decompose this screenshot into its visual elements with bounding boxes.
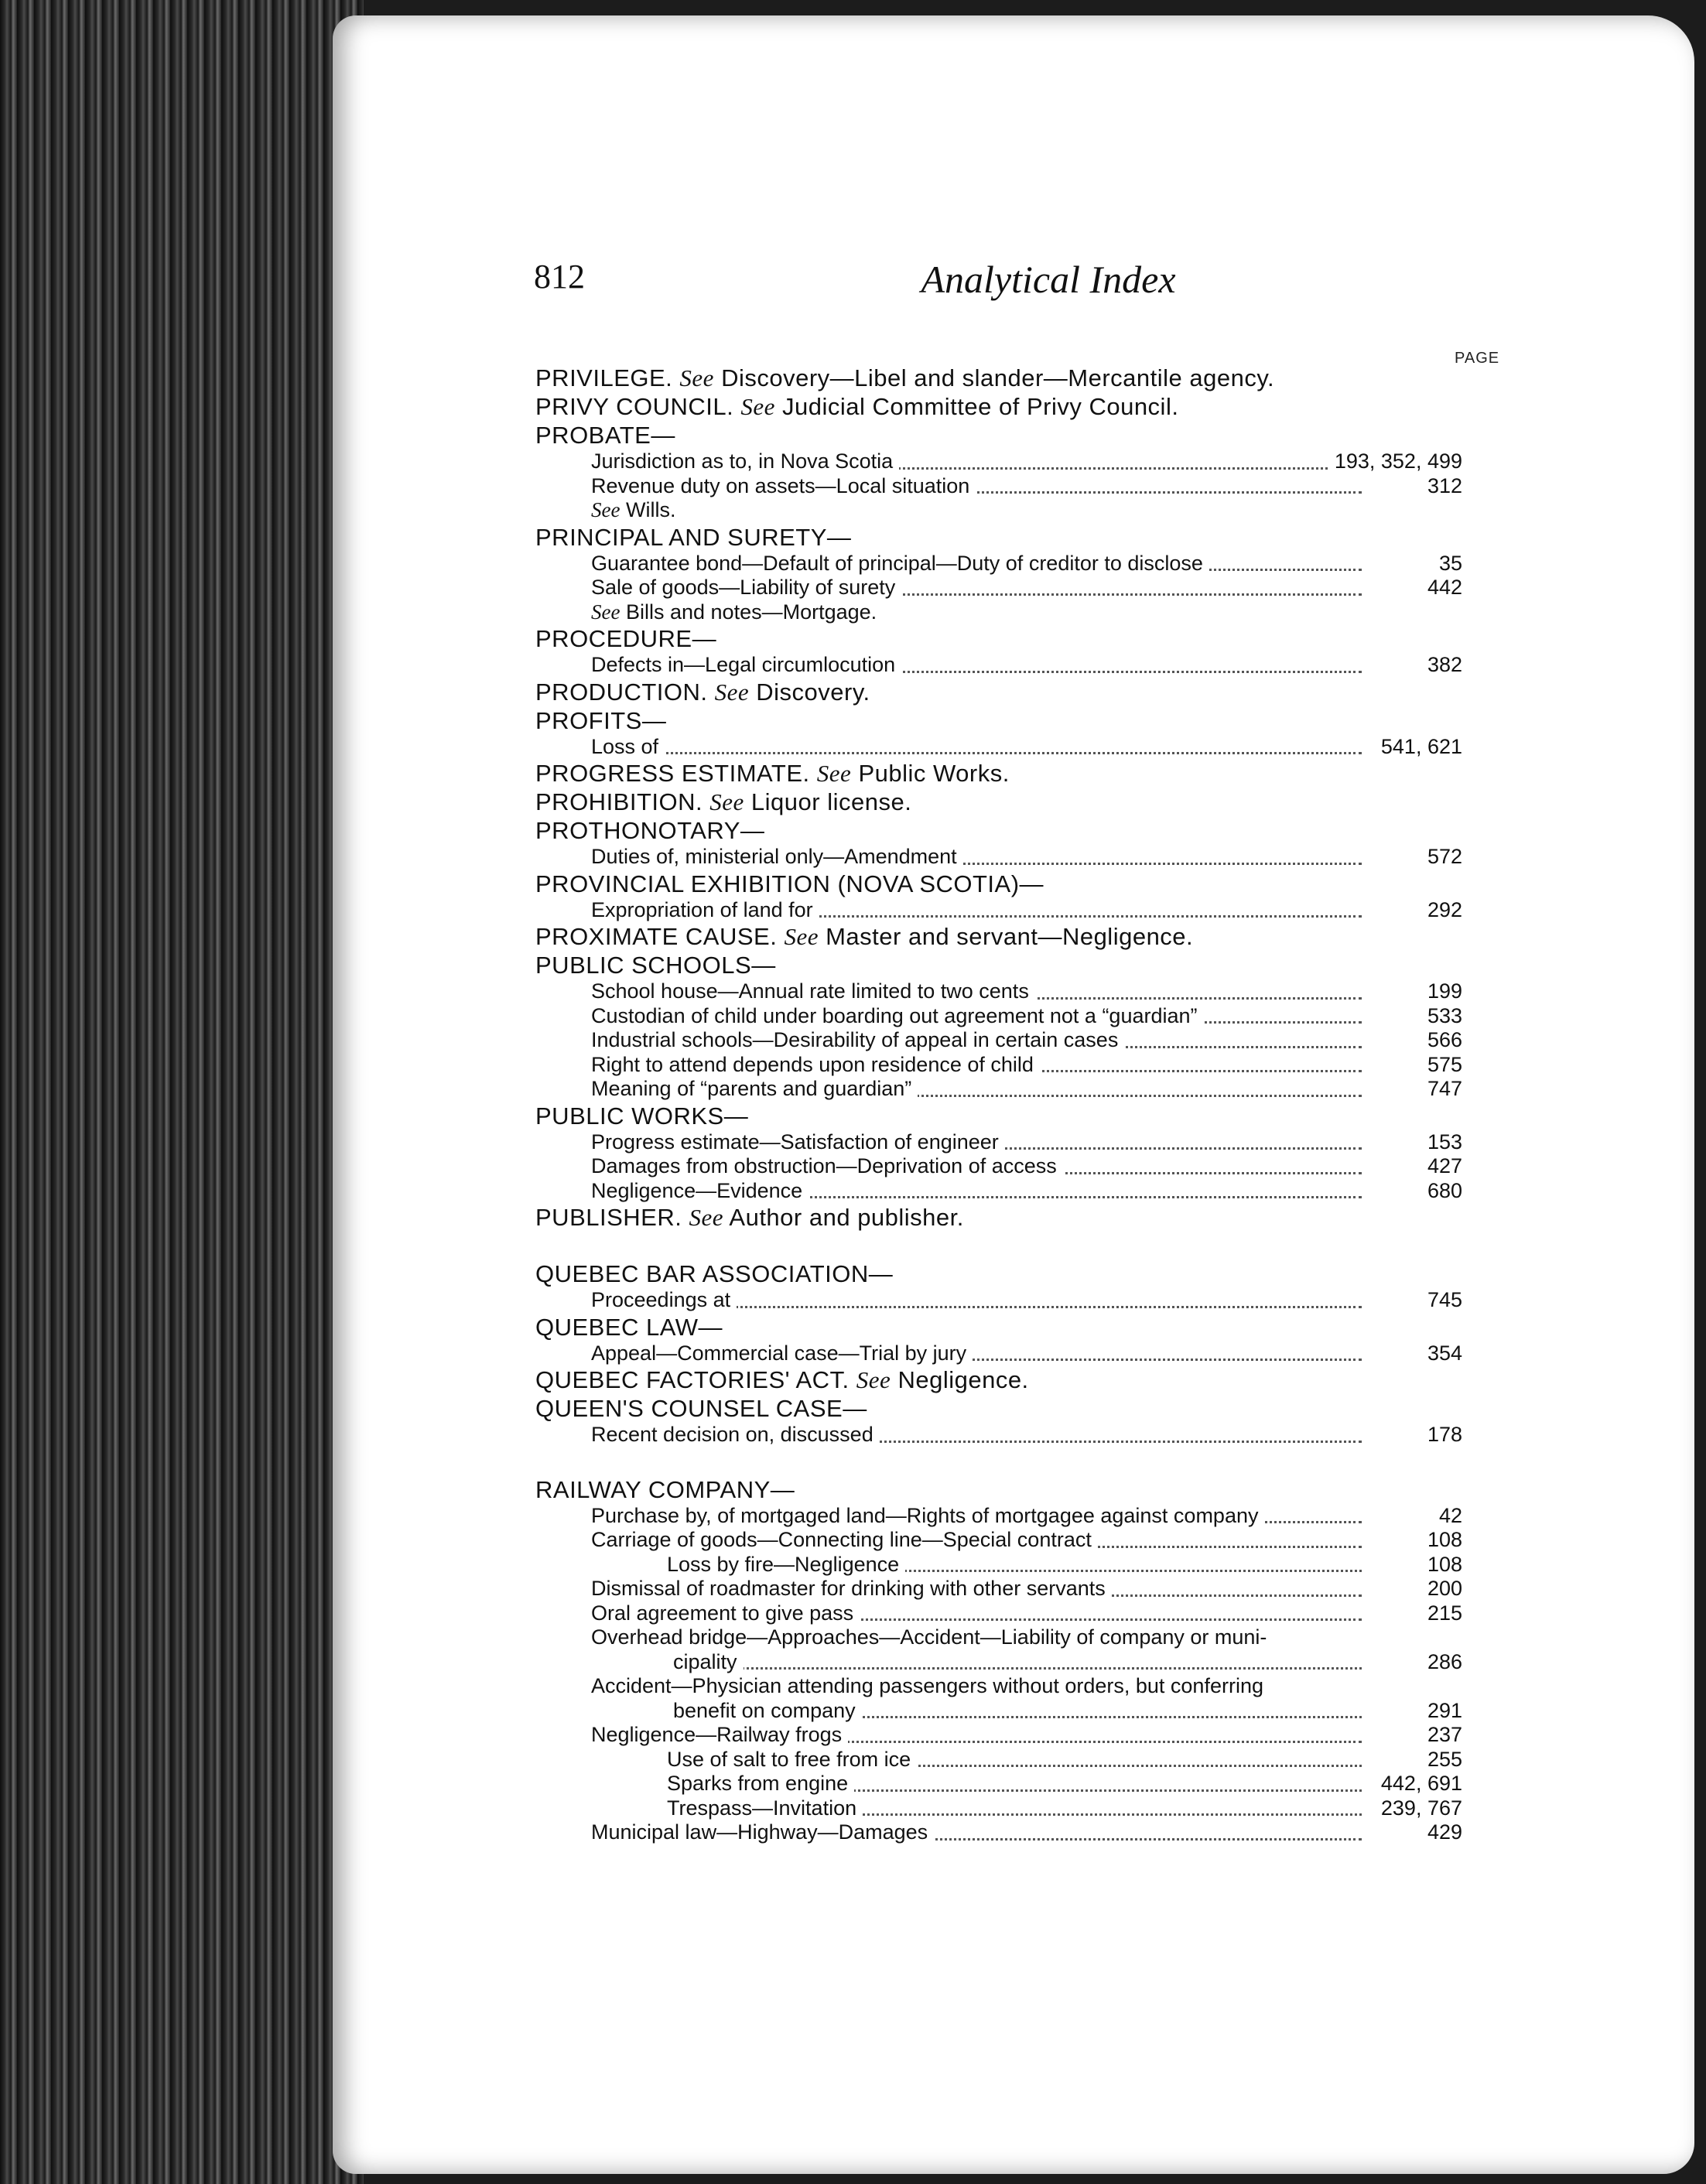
index-entry xyxy=(535,979,1462,1004)
see-reference-target: Negligence. xyxy=(897,1366,1029,1393)
index-entry xyxy=(535,1650,1462,1675)
index-entry xyxy=(535,653,1462,678)
entry-text xyxy=(591,653,901,676)
index-entry xyxy=(535,845,1462,870)
page-column-label: PAGE xyxy=(1455,350,1500,367)
see-reference-label: See xyxy=(714,678,750,706)
entry-description: Trespass—Invitation xyxy=(667,1796,857,1820)
entry-text xyxy=(667,1748,917,1771)
entry-description: Loss by fire—Negligence xyxy=(667,1552,900,1576)
entry-description: Proceedings at xyxy=(591,1288,731,1311)
entry-description: Purchase by, of mortgaged land—Rights of mortgagee against company xyxy=(591,1503,1259,1527)
entry-description: Oral agreement to give pass xyxy=(591,1601,854,1625)
index-entry xyxy=(535,1577,1462,1601)
entry-text xyxy=(591,1077,918,1100)
entry-description: cipality xyxy=(673,1649,737,1673)
index-entry xyxy=(535,474,1462,499)
heading-term: PROTHONOTARY— xyxy=(535,817,765,844)
heading-term: QUEBEC LAW— xyxy=(535,1313,723,1341)
heading-term: PROXIMATE CAUSE. xyxy=(535,923,778,950)
entry-text xyxy=(591,498,682,521)
see-reference-label: See xyxy=(740,393,775,420)
entry-description: Appeal—Commercial case—Trial by jury xyxy=(591,1341,967,1365)
heading-term: PRINCIPAL AND SURETY— xyxy=(535,523,852,551)
page-reference: 108 xyxy=(1423,1553,1462,1577)
index-entry xyxy=(535,1154,1462,1179)
index-entry xyxy=(535,1796,1462,1821)
entry-text xyxy=(591,898,819,921)
page-reference: 354 xyxy=(1423,1342,1462,1366)
page-reference: 572 xyxy=(1423,845,1462,870)
entry-text xyxy=(591,1723,848,1746)
entry-description: Defects in—Legal circumlocution xyxy=(591,653,896,676)
heading-term: PROFITS— xyxy=(535,706,667,734)
page-reference: 193, 352, 499 xyxy=(1330,449,1462,474)
entry-text xyxy=(591,1528,1098,1551)
heading-term: PROBATE— xyxy=(535,422,675,449)
analytical-index-list xyxy=(535,364,1462,1845)
entry-description: Bills and notes—Mortgage. xyxy=(625,600,877,624)
see-reference-target: Liquor license. xyxy=(750,788,912,815)
index-heading xyxy=(535,1102,1462,1130)
entry-description: Carriage of goods—Connecting line—Special contract xyxy=(591,1528,1092,1551)
see-reference-target: Master and servant—Negligence. xyxy=(826,923,1194,950)
entry-description: Progress estimate—Satisfaction of engineer xyxy=(591,1130,999,1154)
entry-text xyxy=(591,1625,1273,1649)
heading-term: PUBLIC WORKS— xyxy=(535,1102,749,1130)
entry-description: Meaning of “parents and guardian” xyxy=(591,1077,912,1100)
entry-text xyxy=(591,1820,934,1844)
page-reference: 291 xyxy=(1423,1699,1462,1724)
entry-description: Negligence—Evidence xyxy=(591,1178,803,1202)
index-heading xyxy=(535,1259,1462,1288)
entry-text xyxy=(591,1154,1063,1177)
see-reference-label: See xyxy=(856,1366,891,1393)
dot-leader xyxy=(673,1667,1362,1670)
page-reference: 429 xyxy=(1423,1820,1462,1845)
index-entry xyxy=(535,1130,1462,1155)
index-heading xyxy=(535,421,1462,449)
see-reference-label: See xyxy=(591,600,621,624)
page-reference: 442 xyxy=(1423,576,1462,600)
page-reference: 200 xyxy=(1423,1577,1462,1601)
entry-text xyxy=(667,1553,905,1576)
see-reference-target: Judicial Committee of Privy Council. xyxy=(782,393,1179,420)
entry-text xyxy=(591,1674,1270,1697)
page-reference: 237 xyxy=(1423,1723,1462,1748)
entry-description: Expropriation of land for xyxy=(591,897,813,921)
index-heading xyxy=(535,816,1462,845)
index-entry xyxy=(535,1053,1462,1078)
page-reference: 108 xyxy=(1423,1528,1462,1553)
entry-description: Loss of xyxy=(591,734,659,758)
index-entry xyxy=(535,1288,1462,1313)
page-reference: 575 xyxy=(1423,1053,1462,1078)
see-reference-label: See xyxy=(784,923,819,950)
page-reference: 42 xyxy=(1434,1504,1462,1529)
entry-text xyxy=(591,552,1209,575)
entry-text xyxy=(591,1342,973,1365)
heading-term: QUEEN'S COUNSEL CASE— xyxy=(535,1395,867,1422)
see-reference-label: See xyxy=(709,788,744,815)
entry-text xyxy=(591,1004,1204,1027)
index-heading xyxy=(535,788,1462,816)
entry-text xyxy=(591,449,899,473)
page-reference: 427 xyxy=(1423,1154,1462,1179)
entry-text xyxy=(591,1601,860,1625)
entry-description: Overhead bridge—Approaches—Accident—Liability of company or muni- xyxy=(591,1625,1267,1649)
book-binding-shadow xyxy=(0,0,364,2184)
index-heading xyxy=(535,951,1462,979)
index-entry xyxy=(535,1179,1462,1204)
see-reference-target: Public Works. xyxy=(858,760,1010,787)
entry-description: Duties of, ministerial only—Amendment xyxy=(591,845,957,868)
heading-term: PROGRESS ESTIMATE. xyxy=(535,760,810,787)
entry-description: Wills. xyxy=(625,498,676,521)
index-entry xyxy=(535,1553,1462,1577)
page-reference: 747 xyxy=(1423,1077,1462,1102)
index-heading xyxy=(535,759,1462,788)
page-number: 812 xyxy=(534,258,585,296)
entry-text xyxy=(591,576,901,599)
entry-text xyxy=(673,1650,744,1673)
see-reference-target: Discovery. xyxy=(756,678,870,706)
index-entry xyxy=(535,600,1462,625)
entry-text xyxy=(591,1179,809,1202)
entry-text xyxy=(591,1504,1264,1527)
entry-description: Right to attend depends upon residence of child xyxy=(591,1052,1034,1076)
index-entry xyxy=(535,1423,1462,1447)
index-heading xyxy=(535,678,1462,706)
heading-term: PUBLISHER. xyxy=(535,1204,682,1231)
index-heading xyxy=(535,706,1462,735)
entry-text xyxy=(673,1699,862,1722)
page-reference: 35 xyxy=(1434,552,1462,576)
page-reference: 541, 621 xyxy=(1376,735,1462,760)
index-entry xyxy=(535,1625,1462,1650)
page-reference: 215 xyxy=(1423,1601,1462,1626)
entry-text xyxy=(591,600,883,624)
heading-term: PRODUCTION. xyxy=(535,678,708,706)
index-entry xyxy=(535,1004,1462,1029)
entry-text xyxy=(591,1053,1040,1076)
page-header xyxy=(534,257,1563,319)
index-heading xyxy=(535,870,1462,898)
heading-term: QUEBEC FACTORIES' ACT. xyxy=(535,1366,850,1393)
page-reference: 286 xyxy=(1423,1650,1462,1675)
index-entry xyxy=(535,898,1462,923)
entry-text xyxy=(591,1288,737,1311)
index-entry xyxy=(535,498,1462,523)
entry-text xyxy=(591,1028,1124,1051)
page-reference: 239, 767 xyxy=(1376,1796,1462,1821)
index-entry xyxy=(535,1772,1462,1796)
heading-term: PRIVILEGE. xyxy=(535,364,673,391)
index-entry xyxy=(535,552,1462,576)
index-entry xyxy=(535,1748,1462,1772)
entry-description: School house—Annual rate limited to two cents xyxy=(591,979,1029,1003)
index-heading xyxy=(535,364,1462,392)
index-heading xyxy=(535,392,1462,421)
page-reference: 745 xyxy=(1423,1288,1462,1313)
heading-term: PROVINCIAL EXHIBITION (NOVA SCOTIA)— xyxy=(535,870,1044,897)
page-reference: 566 xyxy=(1423,1028,1462,1053)
heading-term: PROHIBITION. xyxy=(535,788,703,815)
index-entry xyxy=(535,1028,1462,1053)
index-heading xyxy=(535,624,1462,653)
heading-term: QUEBEC BAR ASSOCIATION— xyxy=(535,1260,894,1287)
index-heading xyxy=(535,523,1462,552)
entry-description: Damages from obstruction—Deprivation of access xyxy=(591,1154,1057,1177)
entry-text xyxy=(591,845,963,868)
entry-description: Sale of goods—Liability of surety xyxy=(591,576,896,599)
index-entry xyxy=(535,1674,1462,1699)
running-title: Analytical Index xyxy=(921,258,1176,301)
see-reference-label: See xyxy=(679,364,714,391)
entry-description: Custodian of child under boarding out agreement not a “guardian” xyxy=(591,1003,1198,1027)
see-reference-label: See xyxy=(689,1204,723,1231)
page-reference: 312 xyxy=(1423,474,1462,499)
index-entry xyxy=(535,1077,1462,1102)
index-entry xyxy=(535,576,1462,600)
index-entry xyxy=(535,1504,1462,1529)
entry-text xyxy=(591,1423,880,1446)
entry-text xyxy=(591,735,665,758)
see-reference-target: Author and publisher. xyxy=(729,1204,964,1231)
page-reference: 178 xyxy=(1423,1423,1462,1447)
entry-description: Municipal law—Highway—Damages xyxy=(591,1820,928,1844)
heading-term: PROCEDURE— xyxy=(535,625,717,652)
entry-text xyxy=(591,1577,1112,1600)
index-entry xyxy=(535,449,1462,474)
entry-description: Jurisdiction as to, in Nova Scotia xyxy=(591,449,894,473)
page-reference: 442, 691 xyxy=(1376,1772,1462,1796)
entry-description: Dismissal of roadmaster for drinking with other servants xyxy=(591,1577,1106,1600)
entry-description: Accident—Physician attending passengers without orders, but conferring xyxy=(591,1674,1263,1697)
index-heading xyxy=(535,1313,1462,1342)
entry-description: Recent decision on, discussed xyxy=(591,1423,874,1446)
page-reference: 382 xyxy=(1423,653,1462,678)
page-reference: 255 xyxy=(1423,1748,1462,1772)
index-heading xyxy=(535,1475,1462,1504)
entry-text xyxy=(667,1772,854,1795)
see-reference-target: Discovery—Libel and slander—Mercantile agency. xyxy=(721,364,1275,391)
index-entry xyxy=(535,1601,1462,1626)
index-heading xyxy=(535,1203,1462,1232)
entry-description: benefit on company xyxy=(673,1698,856,1722)
entry-text xyxy=(591,1130,1005,1154)
entry-description: Negligence—Railway frogs xyxy=(591,1723,843,1746)
entry-description: Guarantee bond—Default of principal—Duty of creditor to disclose xyxy=(591,551,1203,575)
entry-description: Industrial schools—Desirability of appeal in certain cases xyxy=(591,1028,1119,1051)
page-reference: 533 xyxy=(1423,1004,1462,1029)
index-heading xyxy=(535,1394,1462,1423)
index-entry xyxy=(535,1699,1462,1724)
index-entry xyxy=(535,1723,1462,1748)
entry-description: Use of salt to free from ice xyxy=(667,1747,911,1771)
index-entry xyxy=(535,1820,1462,1845)
index-entry xyxy=(535,1342,1462,1366)
page-reference: 153 xyxy=(1423,1130,1462,1155)
index-heading xyxy=(535,1365,1462,1394)
entry-text xyxy=(667,1796,863,1820)
see-reference-label: See xyxy=(591,498,621,521)
entry-text xyxy=(591,979,1035,1003)
page-reference: 680 xyxy=(1423,1179,1462,1204)
entry-description: Revenue duty on assets—Local situation xyxy=(591,473,970,497)
index-entry xyxy=(535,1528,1462,1553)
index-heading xyxy=(535,922,1462,951)
dot-leader xyxy=(591,752,1362,754)
heading-term: PUBLIC SCHOOLS— xyxy=(535,952,776,979)
index-entry xyxy=(535,735,1462,760)
see-reference-label: See xyxy=(816,760,852,787)
heading-term: RAILWAY COMPANY— xyxy=(535,1475,795,1503)
heading-term: PRIVY COUNCIL. xyxy=(535,393,734,420)
page-reference: 292 xyxy=(1423,898,1462,923)
entry-description: Sparks from engine xyxy=(667,1772,849,1795)
page-reference: 199 xyxy=(1423,979,1462,1004)
entry-text xyxy=(591,474,976,497)
